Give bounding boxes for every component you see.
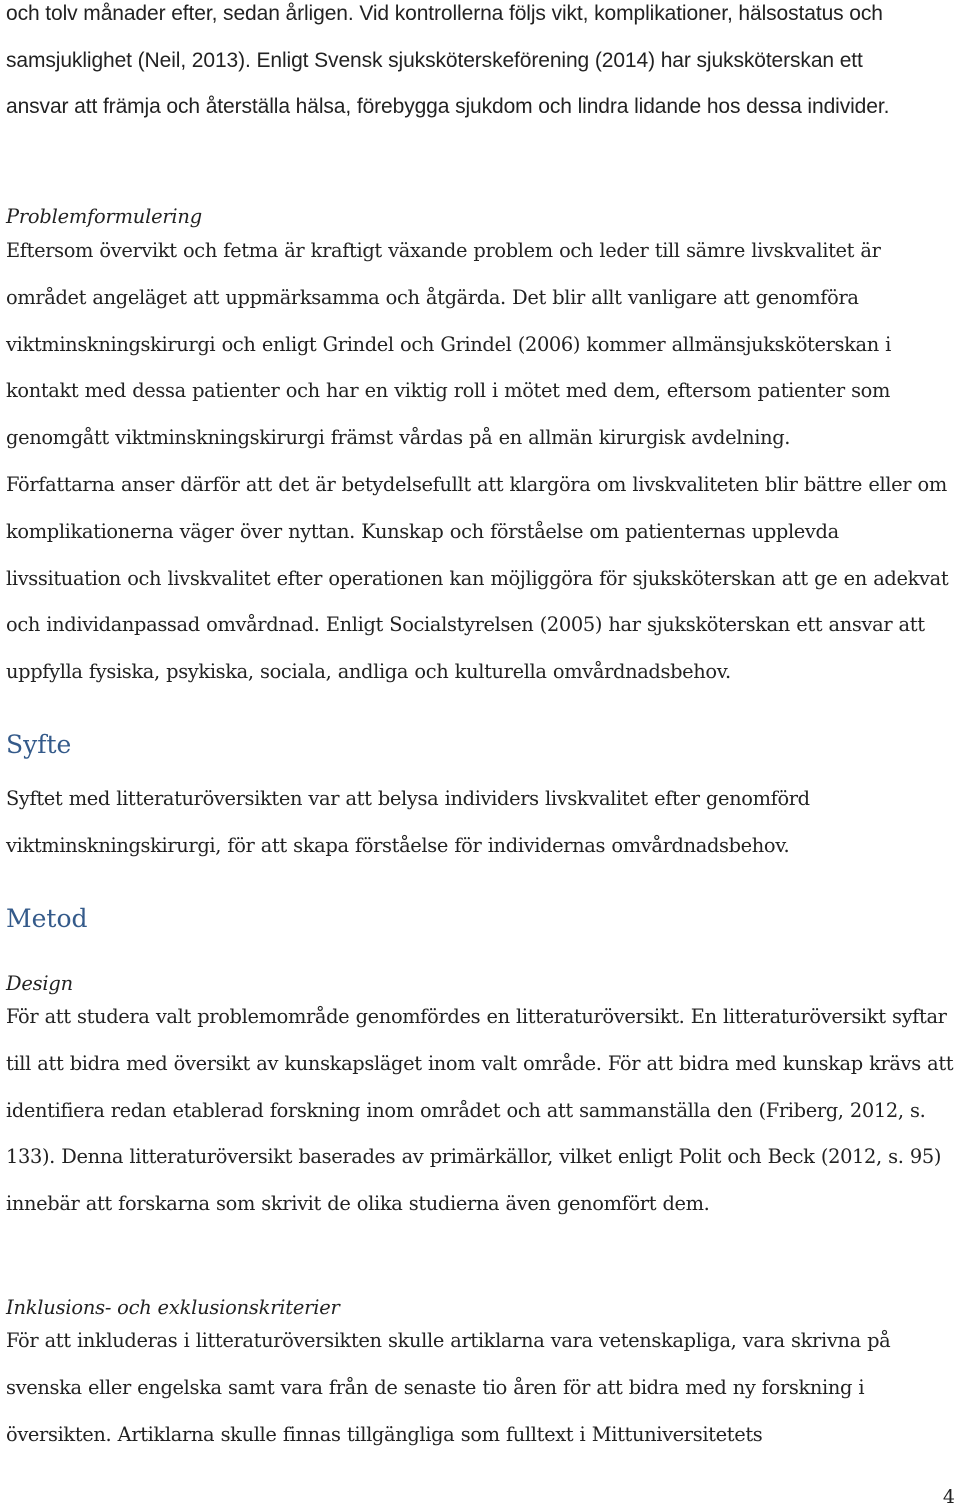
syfte-paragraph: Syftet med litteraturöversikten var att belysa individers livskvalitet efter genomförd viktminskningskirurgi, för att skapa förståelse för individernas omvårdnadsbehov. (6, 787, 810, 857)
problem-paragraph-2: Författarna anser därför att det är betydelsefullt att klargöra om livskvaliteten blir bättre eller om komplikationerna väger över nyttan. Kunskap och förståelse om patienternas upplevda livssituation och livskvalitet efter operationen kan möjliggöra för sjuksköterskan att ge en adekvat och individanpassad omvårdnad. Enligt Socialstyrelsen (2005) har sjuksköterskan ett ansvar att uppfylla fysiska, psykiska, sociala, andliga och kulturella omvårdnadsbehov. (6, 473, 949, 684)
criteria-paragraph: För att inkluderas i litteraturöversikten skulle artiklarna vara vetenskapliga, vara skrivna på svenska eller engelska samt vara från de senaste tio åren för att bidra med ny forskning i översikten. Artiklarna skulle finnas tillgängliga som fulltext i Mittuniversitetets (6, 1329, 891, 1446)
design-paragraph: För att studera valt problemområde genomfördes en litteraturöversikt. En litteraturöversikt syftar till att bidra med översikt av kunskapsläget inom valt område. För att bidra med kunskap krävs att identifiera redan etablerad forskning inom området och att sammanställa den (Friberg, 2012, s. 133). Denna litteraturöversikt baserades av primärkällor, vilket enligt Polit och Beck (2012, s. 95) innebär att forskarna som skrivit de olika studierna även genomfört dem. (6, 1005, 954, 1216)
design-heading: Design (6, 972, 73, 995)
syfte-heading: Syfte (6, 730, 72, 759)
criteria-heading: Inklusions- och exklusionskriterier (6, 1296, 340, 1319)
metod-heading: Metod (6, 904, 88, 933)
intro-paragraph: och tolv månader efter, sedan årligen. Vid kontrollerna följs vikt, komplikationer, hälsostatus och samsjuklighet (Neil, 2013). Enligt Svensk sjuksköterskeförening (2014) har sjuksköterskan ett ansvar att främja och återställa hälsa, förebygga sjukdom och lindra lidande hos dessa individer. (6, 2, 890, 118)
problemformulering-heading: Problemformulering (6, 205, 202, 228)
problem-paragraph-1: Eftersom övervikt och fetma är kraftigt växande problem och leder till sämre livskvalitet är området angeläget att uppmärksamma och åtgärda. Det blir allt vanligare att genomföra viktminskningskirurgi och enligt Grindel och Grindel (2006) kommer allmänsjuksköterskan i kontakt med dessa patienter och har en viktig roll i mötet med dem, eftersom patienter som genomgått viktminskningskirurgi främst vårdas på en allmän kirurgisk avdelning. (6, 239, 892, 450)
page-number: 4 (942, 1486, 955, 1508)
